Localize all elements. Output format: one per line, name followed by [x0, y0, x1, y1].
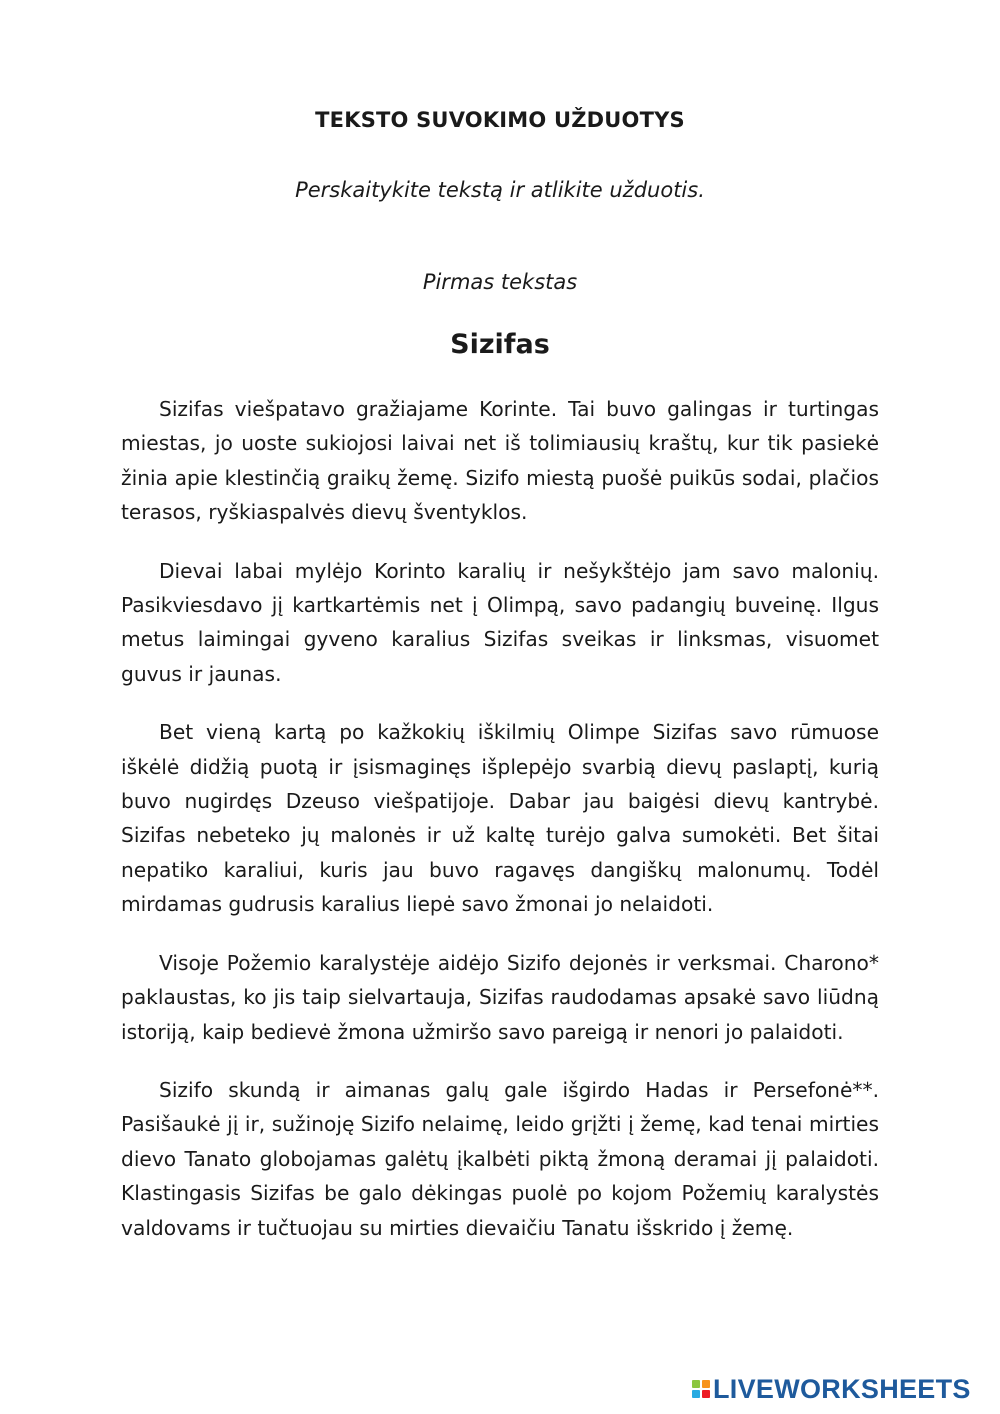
story-paragraph: Dievai labai mylėjo Korinto karalių ir nešykštėjo jam savo malonių. Pasikviesdavo jį kartkartėmis net į Olimpą, savo padangių buveinę. Ilgus metus laimingai gyveno karalius Sizifas sveikas ir linksmas, visuomet guvus ir jaunas.	[121, 558, 879, 686]
story-paragraph: Visoje Požemio karalystėje aidėjo Sizifo dejonės ir verksmai. Charono* paklaustas, ko jis taip sielvartauja, Sizifas raudodamas apsakė savo liūdną istoriją, kaip bedievė žmona užmiršo savo pareigą ir nenori jo palaidoti.	[121, 950, 879, 1044]
instruction-text: Perskaitykite tekstą ir atlikite užduotis.	[295, 178, 705, 202]
worksheet-title: TEKSTO SUVOKIMO UŽDUOTYS	[315, 108, 685, 132]
liveworksheets-logo-icon	[692, 1380, 710, 1398]
liveworksheets-wordmark: LIVEWORKSHEETS	[713, 1374, 971, 1404]
text-label: Pirmas tekstas	[422, 270, 578, 294]
logo-tile	[702, 1380, 710, 1388]
story-paragraph: Sizifo skundą ir aimanas galų gale išgirdo Hadas ir Persefonė**. Pasišaukė jį ir, sužinoję Sizifo nelaimę, leido grįžti į žemę, kad tenai mirties dievo Tanato globojamas galėtų įkalbėti piktą žmoną deramai jį palaidoti. Klastingasis Sizifas be galo dėkingas puolė po kojom Požemių karalystės valdovams ir tučtuojau su mirties dievaičiu Tanatu išskrido į žemę.	[121, 1077, 879, 1240]
story-paragraph: Bet vieną kartą po kažkokių iškilmių Olimpe Sizifas savo rūmuose iškėlė didžią puotą ir įsismaginęs išplepėjo svarbią dievų paslaptį, kurią buvo nugirdęs Dzeuso viešpatijoje. Dabar jau baigėsi dievų kantrybė. Sizifas nebeteko jų malonės ir už kaltę turėjo galva sumokėti. Bet šitai nepatiko karaliui, kuris jau buvo ragavęs dangiškų malonumų. Todėl mirdamas gudrusis karalius liepė savo žmonai jo nelaidoti.	[121, 720, 879, 917]
story-title: Sizifas	[450, 329, 550, 360]
logo-tile	[702, 1390, 710, 1398]
liveworksheets-watermark	[692, 1374, 971, 1404]
story-body	[121, 392, 879, 1269]
logo-tile	[692, 1380, 700, 1388]
story-paragraph: Sizifas viešpatavo gražiajame Korinte. Tai buvo galingas ir turtingas miestas, jo uoste sukiojosi laivai net iš tolimiausių kraštų, kur tik pasiekė žinia apie klestinčią graikų žemę. Sizifo miestą puošė puikūs sodai, plačios terasos, ryškiaspalvės dievų šventyklos.	[121, 397, 879, 525]
logo-tile	[692, 1390, 700, 1398]
